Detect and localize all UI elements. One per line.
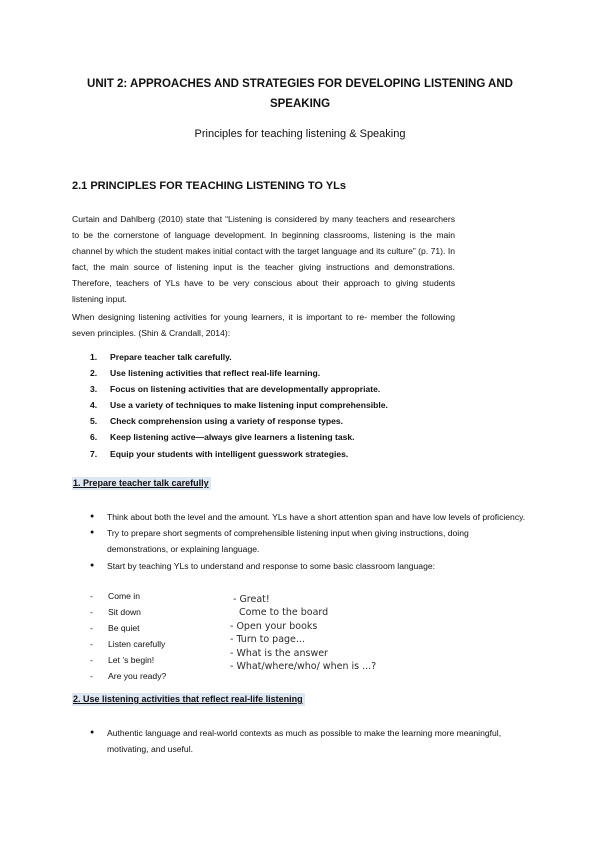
bullet-icon: ● [90, 513, 95, 520]
bullet-icon: ● [90, 729, 95, 736]
list-item: - Sit down [90, 607, 141, 618]
list-item: - Be quiet [90, 623, 140, 634]
section-heading-2-1: 2.1 PRINCIPLES FOR TEACHING LISTENING TO YLs [72, 180, 347, 192]
list-item: - Open your books [230, 620, 318, 632]
list-item: - Turn to page... [230, 634, 305, 646]
unit-subtitle: Principles for teaching listening & Speaking [194, 128, 406, 140]
section-heading-real-life-listening: 2. Use listening activities that reflect real-life listening [73, 694, 303, 704]
unit-title: UNIT 2: APPROACHES AND STRATEGIES FOR DEVELOPING LISTENING AND SPEAKING [87, 78, 513, 110]
list-item: ● Authentic language and real-world contexts as much as possible to make the learning more meaningful, motivating, and useful. [90, 725, 528, 757]
real-life-listening-bullets [90, 725, 528, 757]
section-heading-teacher-talk: 1. Prepare teacher talk carefully [73, 478, 209, 488]
list-item: 5. Check comprehension using a variety of response types. [90, 416, 344, 427]
list-item: Come to the board [239, 607, 329, 619]
bullet-icon: ● [90, 529, 95, 537]
list-item: 4. Use a variety of techniques to make listening input comprehensible. [90, 400, 388, 411]
list-item: - Listen carefully [90, 639, 166, 650]
list-item: ● Think about both the level and the amount. YLs have a short attention span and have low levels of proficiency. [90, 509, 528, 525]
handwritten-phrases-list [230, 593, 376, 673]
list-item: 2. Use listening activities that reflect real-life learning. [90, 368, 321, 379]
list-item: - Great! [233, 594, 270, 605]
intro-paragraph: Curtain and Dahlberg (2010) state that “Listening is considered by many teachers and researchers to be the cornerstone of language development. In beginning classrooms, listening is the main channel by which the student makes initial contact with the target language and its culture” (p. 71). In fact, the main source of listening input is the teacher giving instructions and demonstrations. Therefore, teachers of YLs have to be very conscious about their approach to giving students listening input. [72, 214, 455, 305]
classroom-language-list [90, 588, 166, 685]
teacher-talk-bullets [90, 509, 528, 574]
list-item: - Come in [90, 591, 140, 601]
list-item: ● Start by teaching YLs to understand and response to some basic classroom language: [90, 558, 528, 574]
list-item: 3. Focus on listening activities that are developmentally appropriate. [90, 384, 381, 395]
principles-list [90, 349, 388, 462]
list-item: 7. Equip your students with intelligent guesswork strategies. [90, 448, 349, 459]
list-item: - Let ’s begin! [90, 655, 155, 666]
list-item: - Are you ready? [90, 671, 167, 682]
list-item: - What is the answer [230, 647, 328, 659]
list-item: - What/where/who/ when is ...? [230, 661, 377, 673]
principles-intro-paragraph: When designing listening activities for young learners, it is important to re- member the following seven principles. (Shin & Crandall, 2014): [72, 312, 455, 339]
list-item: ● Try to prepare short segments of comprehensible listening input when giving instructions, doing demonstrations, or explaining language. [90, 525, 528, 557]
list-item: 6. Keep listening active—always give learners a listening task. [90, 432, 355, 443]
list-item: 1. Prepare teacher talk carefully. [90, 352, 232, 362]
bullet-icon: ● [90, 561, 95, 569]
